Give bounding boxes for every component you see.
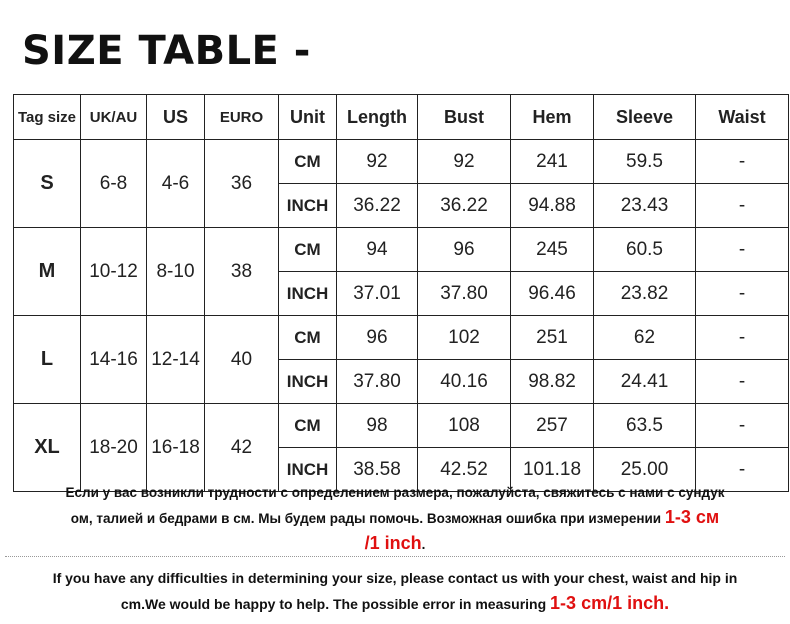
page-title: SIZE TABLE - bbox=[22, 28, 311, 74]
waist-cell: - bbox=[696, 272, 789, 316]
euro-cell: 38 bbox=[205, 228, 279, 316]
english-note-text: cm.We would be happy to help. The possible error in measuring bbox=[120, 596, 551, 612]
waist-cell: - bbox=[696, 316, 789, 360]
uk-au-cell: 10-12 bbox=[81, 228, 147, 316]
bust-cell: 102 bbox=[418, 316, 511, 360]
tag-size-cell: M bbox=[14, 228, 81, 316]
waist-cell: - bbox=[696, 404, 789, 448]
hem-cell: 96.46 bbox=[511, 272, 594, 316]
unit-cell: INCH bbox=[279, 448, 337, 492]
bust-cell: 42.52 bbox=[418, 448, 511, 492]
euro-cell: 36 bbox=[205, 140, 279, 228]
uk-au-cell: 18-20 bbox=[81, 404, 147, 492]
length-cell: 37.01 bbox=[337, 272, 418, 316]
header-hem: Hem bbox=[511, 95, 594, 140]
hem-cell: 94.88 bbox=[511, 184, 594, 228]
table-header-row bbox=[14, 95, 789, 140]
header-length: Length bbox=[337, 95, 418, 140]
euro-cell: 40 bbox=[205, 316, 279, 404]
waist-cell: - bbox=[696, 448, 789, 492]
unit-cell: INCH bbox=[279, 272, 337, 316]
english-error-value: 1-3 cm/1 inch. bbox=[550, 593, 670, 613]
header-waist: Waist bbox=[696, 95, 789, 140]
size-table bbox=[13, 94, 789, 492]
bust-cell: 40.16 bbox=[418, 360, 511, 404]
unit-cell: CM bbox=[279, 316, 337, 360]
english-note-line-2 bbox=[0, 591, 790, 617]
length-cell: 96 bbox=[337, 316, 418, 360]
sleeve-cell: 62 bbox=[594, 316, 696, 360]
header-euro: EURO bbox=[205, 95, 279, 140]
waist-cell: - bbox=[696, 228, 789, 272]
hem-cell: 101.18 bbox=[511, 448, 594, 492]
table-row bbox=[14, 404, 789, 448]
bust-cell: 108 bbox=[418, 404, 511, 448]
bust-cell: 37.80 bbox=[418, 272, 511, 316]
us-cell: 16-18 bbox=[147, 404, 205, 492]
tag-size-cell: S bbox=[14, 140, 81, 228]
sleeve-cell: 59.5 bbox=[594, 140, 696, 184]
russian-error-inch: /1 inch bbox=[364, 533, 422, 553]
unit-cell: CM bbox=[279, 140, 337, 184]
header-uk-au: UK/AU bbox=[81, 95, 147, 140]
hem-cell: 257 bbox=[511, 404, 594, 448]
unit-cell: CM bbox=[279, 404, 337, 448]
length-cell: 38.58 bbox=[337, 448, 418, 492]
uk-au-cell: 14-16 bbox=[81, 316, 147, 404]
unit-cell: INCH bbox=[279, 184, 337, 228]
header-bust: Bust bbox=[418, 95, 511, 140]
hem-cell: 245 bbox=[511, 228, 594, 272]
english-note bbox=[0, 566, 790, 617]
us-cell: 8-10 bbox=[147, 228, 205, 316]
header-unit: Unit bbox=[279, 95, 337, 140]
russian-note-end: . bbox=[421, 537, 426, 552]
bust-cell: 92 bbox=[418, 140, 511, 184]
unit-cell: INCH bbox=[279, 360, 337, 404]
russian-note-line-2 bbox=[0, 505, 790, 531]
hem-cell: 251 bbox=[511, 316, 594, 360]
length-cell: 37.80 bbox=[337, 360, 418, 404]
sleeve-cell: 60.5 bbox=[594, 228, 696, 272]
table-row bbox=[14, 228, 789, 272]
russian-note bbox=[0, 481, 790, 557]
sleeve-cell: 25.00 bbox=[594, 448, 696, 492]
tag-size-cell: XL bbox=[14, 404, 81, 492]
table-row bbox=[14, 140, 789, 184]
divider bbox=[5, 556, 785, 557]
header-us: US bbox=[147, 95, 205, 140]
length-cell: 36.22 bbox=[337, 184, 418, 228]
length-cell: 98 bbox=[337, 404, 418, 448]
unit-cell: CM bbox=[279, 228, 337, 272]
tag-size-cell: L bbox=[14, 316, 81, 404]
sleeve-cell: 23.43 bbox=[594, 184, 696, 228]
english-note-line-1: If you have any difficulties in determining your size, please contact us with your chest, waist and hip in bbox=[52, 570, 738, 586]
russian-note-line-3 bbox=[0, 531, 790, 557]
russian-error-value: 1-3 см bbox=[664, 507, 720, 527]
hem-cell: 241 bbox=[511, 140, 594, 184]
table-row bbox=[14, 316, 789, 360]
us-cell: 12-14 bbox=[147, 316, 205, 404]
bust-cell: 36.22 bbox=[418, 184, 511, 228]
euro-cell: 42 bbox=[205, 404, 279, 492]
length-cell: 92 bbox=[337, 140, 418, 184]
header-tag-size: Tag size bbox=[14, 95, 81, 140]
length-cell: 94 bbox=[337, 228, 418, 272]
waist-cell: - bbox=[696, 360, 789, 404]
sleeve-cell: 63.5 bbox=[594, 404, 696, 448]
uk-au-cell: 6-8 bbox=[81, 140, 147, 228]
russian-note-line-1: Если у вас возникли трудности с определением размера, пожалуйста, свяжитесь с нами с сундук bbox=[65, 485, 725, 500]
bust-cell: 96 bbox=[418, 228, 511, 272]
hem-cell: 98.82 bbox=[511, 360, 594, 404]
sleeve-cell: 24.41 bbox=[594, 360, 696, 404]
russian-note-text: ом, талией и бедрами в см. Мы будем рады помочь. Возможная ошибка при измерении bbox=[70, 511, 665, 526]
waist-cell: - bbox=[696, 184, 789, 228]
header-sleeve: Sleeve bbox=[594, 95, 696, 140]
waist-cell: - bbox=[696, 140, 789, 184]
sleeve-cell: 23.82 bbox=[594, 272, 696, 316]
us-cell: 4-6 bbox=[147, 140, 205, 228]
